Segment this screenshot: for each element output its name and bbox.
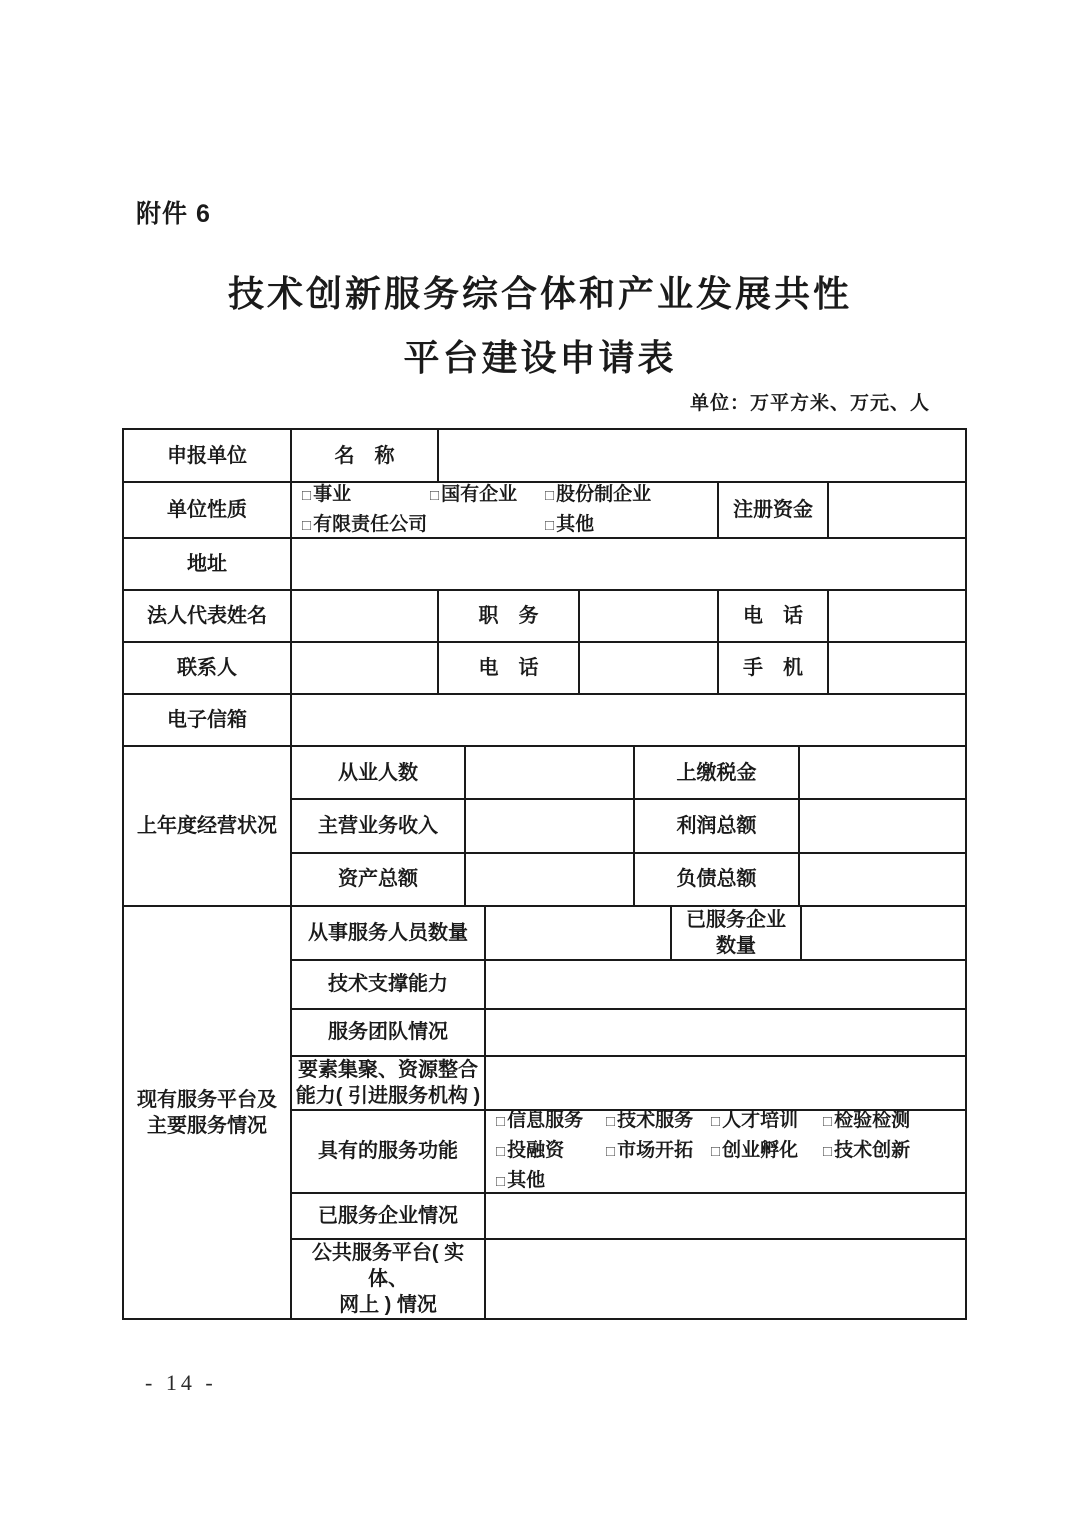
table-row-employees-tax	[292, 747, 965, 800]
total-profit-field[interactable]	[800, 800, 965, 851]
page-number: - 14 -	[145, 1370, 217, 1395]
checkbox-icon: □	[496, 1112, 506, 1130]
tech-support-label: 技术支撑能力	[292, 961, 486, 1008]
checkbox-icon: □	[545, 516, 555, 534]
checkbox-option-youxianzeren[interactable]: □ 有限责任公司	[302, 513, 428, 535]
checkbox-icon: □	[496, 1172, 506, 1190]
unit-note: 单位：万平方米、万元、人	[689, 393, 930, 414]
public-platform-field[interactable]	[486, 1240, 965, 1318]
service-staff-field[interactable]	[486, 907, 672, 959]
table-row-served-companies	[292, 1194, 965, 1240]
service-functions-label: 具有的服务功能	[292, 1111, 486, 1192]
table-row-legal-rep	[124, 591, 965, 643]
address-field[interactable]	[292, 539, 965, 589]
legal-rep-phone-field[interactable]	[829, 591, 965, 641]
table-row-declare-unit	[124, 430, 965, 483]
total-profit-label: 利润总额	[635, 800, 800, 851]
service-team-label: 服务团队情况	[292, 1010, 486, 1055]
served-companies-label: 已服务企业情况	[292, 1194, 486, 1238]
email-field[interactable]	[292, 695, 965, 745]
address-label: 地址	[124, 539, 292, 589]
table-row-contact	[124, 643, 965, 695]
table-row-email	[124, 695, 965, 747]
declare-unit-label: 申报单位	[124, 430, 292, 481]
existing-platform-label: 现有服务平台及 主要服务情况	[124, 907, 292, 1318]
total-liabilities-label: 负债总额	[635, 854, 800, 905]
table-row-public-platform	[292, 1240, 965, 1318]
total-assets-field[interactable]	[466, 854, 635, 905]
email-label: 电子信箱	[124, 695, 292, 745]
checkbox-option-shiye[interactable]: □ 事业	[302, 483, 352, 505]
table-row-assets-liabilities	[292, 854, 965, 905]
contact-mobile-field[interactable]	[829, 643, 965, 693]
checkbox-icon: □	[606, 1112, 616, 1130]
served-companies-count-field[interactable]	[802, 907, 965, 959]
checkbox-option-jishufuwu[interactable]: □ 技术服务	[606, 1110, 694, 1131]
checkbox-option-xinxifuwu[interactable]: □ 信息服务	[496, 1110, 584, 1131]
table-row-service-team	[292, 1010, 965, 1057]
tech-support-field[interactable]	[486, 961, 965, 1008]
checkbox-icon: □	[302, 486, 312, 504]
checkbox-option-guoyouqiye[interactable]: □ 国有企业	[430, 483, 518, 505]
page-title-line1: 技术创新服务综合体和产业发展共性	[227, 273, 852, 314]
checkbox-option-rencaipeixun[interactable]: □ 人才培训	[711, 1110, 799, 1131]
served-companies-field[interactable]	[486, 1194, 965, 1238]
checkbox-icon: □	[496, 1142, 506, 1160]
checkbox-option-qita[interactable]: □ 其他	[545, 513, 595, 535]
tax-paid-field[interactable]	[800, 747, 965, 798]
legal-rep-label: 法人代表姓名	[124, 591, 292, 641]
checkbox-option-qita-func[interactable]: □ 其他	[496, 1169, 546, 1191]
table-row-address	[124, 539, 965, 591]
checkbox-icon: □	[711, 1142, 721, 1160]
table-row-service-functions	[292, 1111, 965, 1194]
table-row-tech-support	[292, 961, 965, 1010]
checkbox-icon: □	[711, 1112, 721, 1130]
table-row-unit-nature	[124, 483, 965, 539]
contact-phone-label: 电 话	[439, 643, 580, 693]
employees-label: 从业人数	[292, 747, 466, 798]
tax-paid-label: 上缴税金	[635, 747, 800, 798]
checkbox-option-shichangkaituo[interactable]: □ 市场开拓	[606, 1139, 694, 1161]
checkbox-option-tourongzi[interactable]: □ 投融资	[496, 1139, 565, 1161]
contact-name-field[interactable]	[292, 643, 439, 693]
unit-nature-options-cell	[292, 483, 719, 537]
checkbox-option-jishuchuangxin[interactable]: □ 技术创新	[823, 1139, 911, 1161]
checkbox-icon: □	[823, 1142, 833, 1160]
checkbox-option-chuangyefuhua[interactable]: □ 创业孵化	[711, 1139, 799, 1161]
contact-label: 联系人	[124, 643, 292, 693]
checkbox-icon: □	[823, 1112, 833, 1130]
legal-rep-phone-label: 电 话	[719, 591, 829, 641]
served-companies-count-label: 已服务企业 数量	[672, 907, 802, 959]
checkbox-icon: □	[302, 516, 312, 534]
service-functions-options-cell	[486, 1111, 965, 1192]
employees-field[interactable]	[466, 747, 635, 798]
resource-integration-label: 要素集聚、资源整合 能力( 引进服务机构 )	[292, 1057, 486, 1109]
checkbox-icon: □	[545, 486, 555, 504]
page-title-line2: 平台建设申请表	[403, 337, 677, 378]
table-row-revenue-profit	[292, 800, 965, 853]
contact-mobile-label: 手 机	[719, 643, 829, 693]
legal-rep-position-field[interactable]	[580, 591, 719, 641]
service-team-field[interactable]	[486, 1010, 965, 1055]
service-staff-label: 从事服务人员数量	[292, 907, 486, 959]
legal-rep-name-field[interactable]	[292, 591, 439, 641]
registered-capital-field[interactable]	[829, 483, 965, 537]
section-existing-platform	[124, 907, 965, 1318]
page-title	[0, 262, 1080, 390]
application-form-table	[122, 428, 967, 1320]
main-revenue-label: 主营业务收入	[292, 800, 466, 851]
total-liabilities-field[interactable]	[800, 854, 965, 905]
checkbox-option-gufenzhiqiye[interactable]: □ 股份制企业	[545, 483, 652, 505]
total-assets-label: 资产总额	[292, 854, 466, 905]
registered-capital-label: 注册资金	[719, 483, 829, 537]
unit-name-label: 名 称	[292, 430, 439, 481]
table-row-service-staff	[292, 907, 965, 961]
section-last-year-operation	[124, 747, 965, 907]
table-row-resource-integration	[292, 1057, 965, 1111]
contact-phone-field[interactable]	[580, 643, 719, 693]
attachment-label: 附件 6	[136, 200, 211, 228]
main-revenue-field[interactable]	[466, 800, 635, 851]
checkbox-icon: □	[430, 486, 440, 504]
public-platform-label: 公共服务平台( 实体、 网上 ) 情况	[292, 1240, 486, 1318]
checkbox-icon: □	[606, 1142, 616, 1160]
resource-integration-field[interactable]	[486, 1057, 965, 1109]
last-year-label: 上年度经营状况	[124, 747, 292, 905]
checkbox-option-jianyanjiance[interactable]: □ 检验检测	[823, 1110, 911, 1131]
unit-nature-label: 单位性质	[124, 483, 292, 537]
unit-name-field[interactable]	[439, 430, 965, 481]
legal-rep-position-label: 职 务	[439, 591, 580, 641]
